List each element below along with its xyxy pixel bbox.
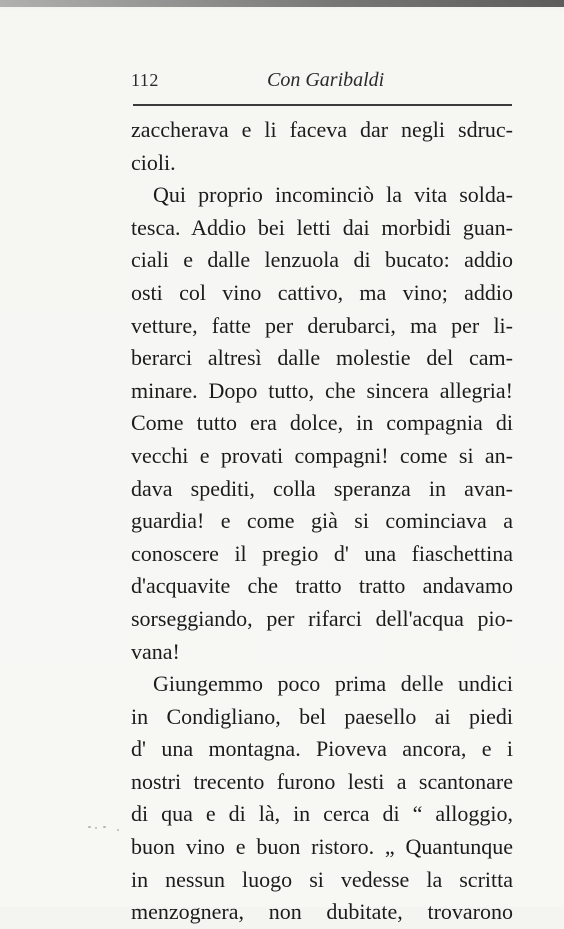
text-line: di qua e di là, in cerca di “ alloggio, — [131, 801, 513, 827]
text-line: conoscere il pregio d' una fiaschettina — [131, 540, 513, 566]
text-line: osti col vino cattivo, ma vino; addio — [131, 279, 513, 305]
text-line: minare. Dopo tutto, che sincera allegria! — [131, 377, 513, 403]
paper-speck — [95, 827, 97, 829]
text-line: zaccherava e li faceva dar negli sdruc- — [131, 117, 513, 142]
text-line: Come tutto era dolce, in compagnia di — [131, 410, 513, 436]
text-line: ciali e dalle lenzuola di bucato: addio — [131, 247, 513, 273]
text-line: dava spediti, colla speranza in avan- — [131, 475, 513, 501]
text-line: vana! — [131, 638, 180, 664]
page-number: 112 — [131, 70, 159, 90]
text-line: d'acquavite che tratto tratto andavamo — [131, 573, 513, 599]
text-line: Qui proprio incominciò la vita solda- — [153, 182, 513, 208]
text-line: menzognera, non dubitate, trovarono — [131, 899, 513, 925]
text-line: cioli. — [131, 149, 176, 175]
page-top-edge — [0, 0, 564, 7]
paper-speck — [117, 829, 119, 831]
text-line: d' una montagna. Pioveva ancora, e i — [131, 736, 513, 762]
text-line: tesca. Addio bei letti dai morbidi guan- — [131, 214, 513, 240]
body-text — [131, 114, 513, 929]
paper-speck — [103, 826, 106, 828]
text-line: buon vino e buon ristoro. „ Quantunque — [131, 834, 513, 860]
text-line: guardia! e come già si cominciava a — [131, 508, 513, 534]
text-line: in nessun luogo si vedesse la scritta — [131, 866, 513, 892]
text-line: nostri trecento furono lesti a scantonare — [131, 768, 513, 794]
running-title: Con Garibaldi — [267, 69, 385, 91]
text-line: sorseggiando, per rifarci dell'acqua pio- — [131, 605, 513, 631]
text-line: Giungemmo poco prima delle undici — [153, 671, 513, 697]
paper-speck — [88, 826, 91, 828]
text-line: vetture, fatte per derubarci, ma per li- — [131, 312, 513, 338]
text-line: berarci altresì dalle molestie del cam- — [131, 345, 513, 371]
page-header — [131, 70, 513, 96]
text-line: in Condigliano, bel paesello ai piedi — [131, 703, 513, 729]
header-rule — [133, 104, 512, 106]
text-line: vecchi e provati compagni! come si an- — [131, 442, 513, 468]
